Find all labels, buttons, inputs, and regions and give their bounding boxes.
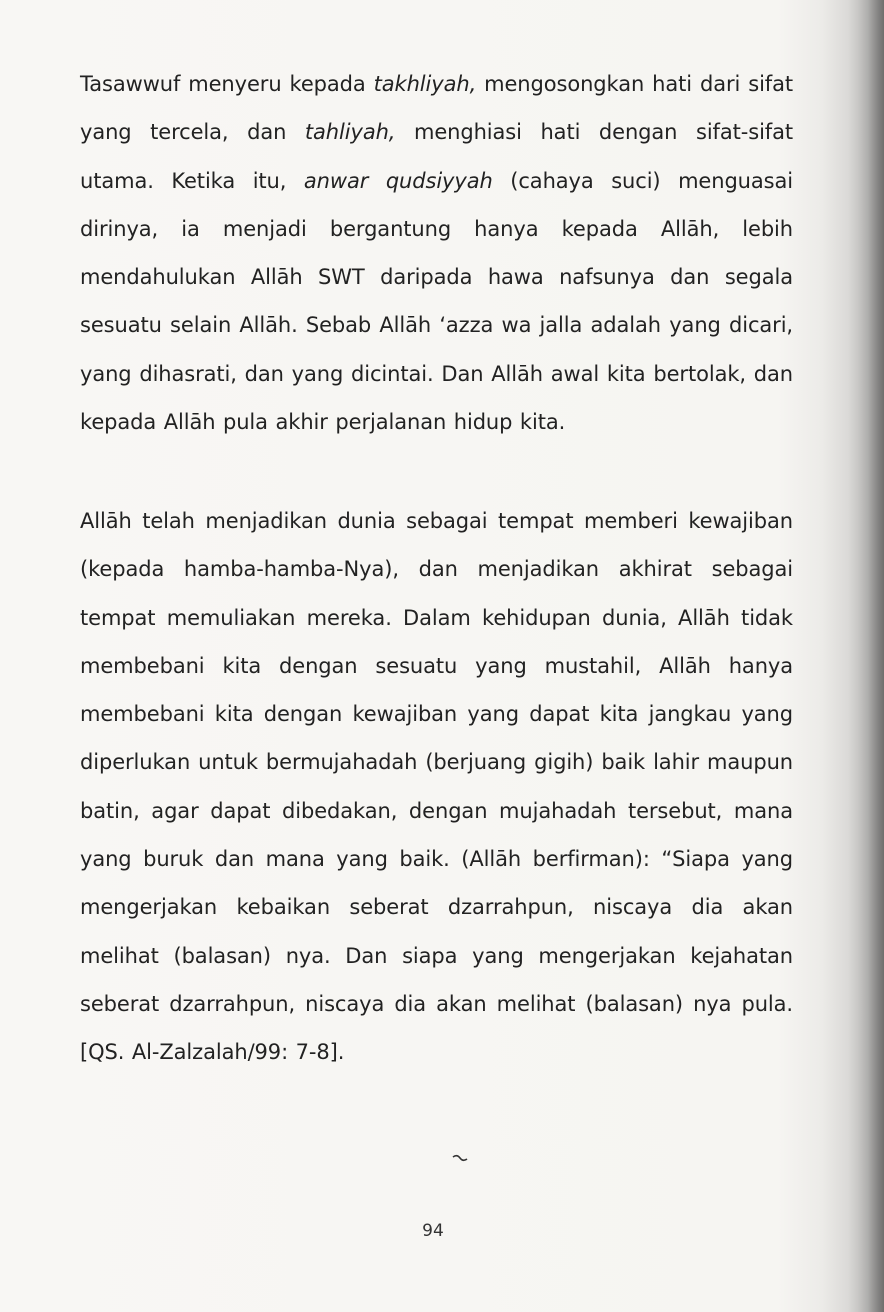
term-tahliyah: tahliyah,: [304, 120, 396, 145]
term-anwar-qudsiyyah: anwar qudsiyyah: [303, 168, 493, 193]
paragraph-1: [80, 60, 793, 446]
page-number: 94: [422, 1221, 444, 1241]
para1-text-2: mengosongkan hati dari sifat yang tercela, dan: [80, 72, 794, 145]
spine-shadow: [848, 0, 884, 1312]
para1-text-3: menghiasi hati dengan sifat-sifat utama. Ketika itu,: [80, 120, 793, 193]
tilde-ornament-icon: [452, 1154, 468, 1162]
para1-text-1: Tasawwuf menyeru kepada: [80, 72, 374, 96]
term-takhliyah: takhliyah,: [373, 72, 477, 96]
paragraph-2: Allāh telah menjadikan dunia sebagai tempat memberi kewajiban (kepada hamba-hamba-Nya), dan menjadikan akhirat sebagai tempat memuliakan mereka. Dalam kehidupan dunia, Allāh tidak membebani kita dengan sesuatu yang mustahil, Allāh hanya membebani kita dengan kewajiban yang dapat kita jangkau yang diperlukan untuk bermujahadah (berjuang gigih) baik lahir maupun batin, agar dapat dibedakan, dengan mujahadah tersebut, mana yang buruk dan mana yang baik. (Allāh berfirman): “Siapa yang mengerjakan kebaikan seberat dzarrahpun, niscaya dia akan melihat (balasan) nya. Dan siapa yang mengerjakan kejahatan seberat dzarrahpun, niscaya dia akan melihat (balasan) nya pula. [QS. Al-Zalzalah/99: 7-8].: [80, 509, 793, 1065]
para1-text-4: (cahaya suci) menguasai dirinya, ia menjadi bergantung hanya kepada Allāh, lebih mendahulukan Allāh SWT daripada hawa nafsunya dan segala sesuatu selain Allāh. Sebab Allāh ‘azza wa jalla adalah yang dicari, yang dihasrati, dan yang dicintai. Dan Allāh awal kita bertolak, dan kepada Allāh pula akhir perjalanan hidup kita.: [80, 168, 794, 435]
